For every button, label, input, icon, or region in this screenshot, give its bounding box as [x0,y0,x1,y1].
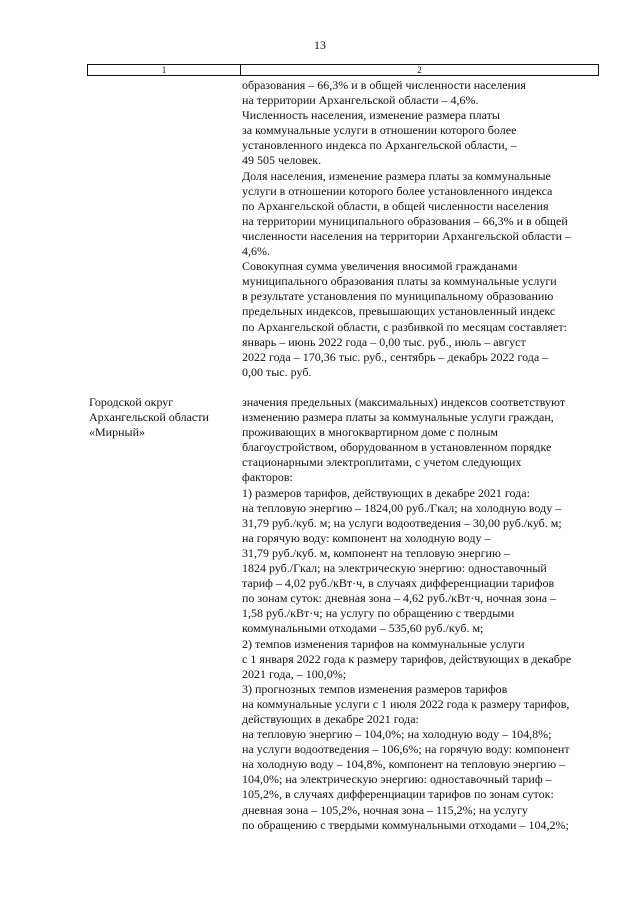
text-line: установленного индекса по Архангельской области, – [242,138,517,153]
text-line: Численность населения, изменение размера платы [242,108,500,123]
text-line: 31,79 руб./куб. м; на услуги водоотведения – 30,00 руб./куб. м; [242,515,562,530]
text-line: 1,58 руб./кВт·ч; на услугу по обращению с твердыми [242,606,515,621]
text-line: 4,6%. [242,244,270,259]
text-line: за коммунальные услуги в отношении которого более [242,123,517,138]
table-header-col-2: 2 [417,65,422,75]
municipality-line: Городской округ [89,395,174,409]
text-line: Доля населения, изменение размера платы за коммунальные [242,168,551,183]
municipality-line: Архангельской области [89,410,209,425]
text-line: тариф – 4,02 руб./кВт·ч, в случаях дифференциации тарифов [242,576,555,591]
text-line: январь – июнь 2022 года – 0,00 тыс. руб., июль – август [242,334,526,349]
text-line: услуги в отношении которого более установленного индекса [242,183,553,198]
text-line: по обращению с твердыми коммунальными отходами – 104,2%; [242,817,569,832]
text-line: на коммунальные услуги с 1 июля 2022 года к размеру тарифов, [242,696,570,711]
text-line: изменению размера платы за коммунальные услуги граждан, [242,410,554,425]
text-line: по зонам суток: дневная зона – 4,62 руб./кВт·ч, ночная зона – [242,591,557,606]
text-line: 2022 года – 170,36 тыс. руб., сентябрь – декабрь 2022 года – [242,349,549,364]
page-number: 13 [314,38,326,52]
municipality-description [242,395,602,833]
text-line: 105,2%, в случаях дифференциации тарифов по зонам суток: [242,787,554,802]
text-line: с 1 января 2022 года к размеру тарифов, действующих в декабре [242,651,572,666]
text-line: проживающих в многоквартирном доме с полным [242,425,499,440]
text-line: факторов: [242,470,293,485]
text-line: по Архангельской области, с разбивкой по месяцам составляет: [242,319,567,334]
text-line: в результате установления по муниципальному образованию [242,289,554,304]
text-line: значения предельных (максимальных) индексов соответствуют [242,395,566,409]
text-line: стационарными электроплитами, с учетом следующих [242,455,522,470]
text-line: коммунальными отходами – 535,60 руб./куб. м; [242,621,484,636]
municipality-line: «Мирный» [89,425,145,440]
text-line: 2021 года, – 100,0%; [242,666,347,681]
text-line: на тепловую энергию – 1824,00 руб./Гкал; на холодную воду – [242,500,562,515]
continued-text-block [242,78,602,380]
text-line: 2) темпов изменения тарифов на коммунальные услуги [242,636,525,651]
text-line: муниципального образования платы за коммунальные услуги [242,274,557,289]
text-line: дневная зона – 105,2%, ночная зона – 115,2%; на услугу [242,802,528,817]
text-line: на территории муниципального образования – 66,3% и в общей [242,213,568,228]
text-line: благоустройством, оборудованном в установленном порядке [242,440,552,455]
text-line: на горячую воду: компонент на холодную воду – [242,530,491,545]
text-line: 49 505 человек. [242,153,322,168]
text-line: Совокупная сумма увеличения вносимой гражданами [242,259,518,274]
text-line: 3) прогнозных темпов изменения размеров тарифов [242,681,508,696]
text-line: на услуги водоотведения – 106,6%; на горячую воду: компонент [242,742,570,757]
text-line: на территории Архангельской области – 4,6%. [242,93,479,108]
text-line: предельных индексов, превышающих установленный индекс [242,304,556,319]
text-line: 104,0%; на электрическую энергию: одноставочный тариф – [242,772,552,787]
table-header-row [87,64,599,76]
text-line: 31,79 руб./куб. м, компонент на тепловую энергию – [242,545,510,560]
text-line: численности населения на территории Архангельской области – [242,228,572,243]
text-line: действующих в декабре 2021 года: [242,711,419,726]
municipality-name [89,395,239,440]
text-line: на тепловую энергию – 104,0%; на холодную воду – 104,8%; [242,727,552,742]
text-line: образования – 66,3% и в общей численности населения [242,78,526,92]
text-line: по Архангельской области, в общей численности населения [242,198,549,213]
text-line: 0,00 тыс. руб. [242,364,312,379]
text-line: на холодную воду – 104,8%, компонент на тепловую энергию – [242,757,566,772]
text-line: 1824 руб./Гкал; на электрическую энергию: одноставочный [242,561,547,576]
text-line: 1) размеров тарифов, действующих в декабре 2021 года: [242,485,530,500]
table-header-col-1: 1 [88,65,241,75]
